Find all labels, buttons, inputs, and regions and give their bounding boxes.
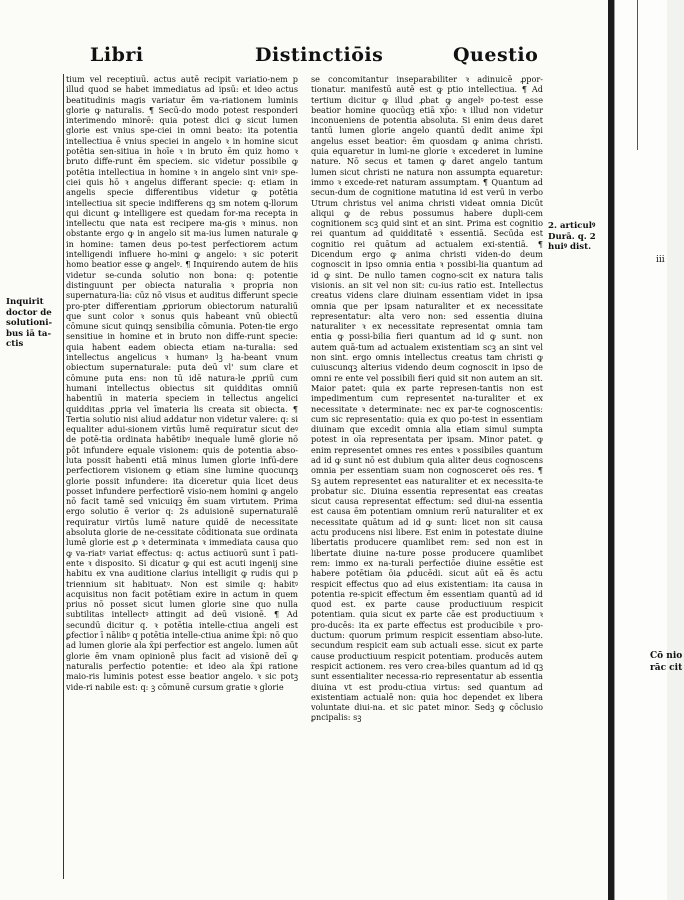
margin-note-left: Inquirit doctor de solutioni-bus iā ta-ctis xyxy=(6,297,53,349)
running-head-left: Libri xyxy=(90,44,144,66)
running-head-middle: Distinctiōis xyxy=(255,44,384,66)
adjacent-page-text: Cō nio rāc cit xyxy=(650,651,683,673)
page-edge-line xyxy=(637,0,638,150)
margin-note-right: 2. articulꝰ Durā. q. 2 huiꝰ dist. xyxy=(548,221,596,252)
left-column-text: tium vel receptiuū. actus autē recipit variatio-nem p illud quod se habet immediatus ad ipsū: et ideo actus beatitudinis magis variatur ēm va-riationem luminis glorie ꝙ naturalis. ¶ Secū-do modo potest responderi interimendo minorē: quia potest dici ꝙ sicut lumen glorie est vnius spe-ciei in omni beato: ita potentia intellectiua ē vnius speciei in angelo ꝛ in homine sicut potētia sen-sitiua in hoīe ꝛ in bruto ēm quiz homo ꝛ bruto diffe-runt ēm speciem. sic videtur possibile ꝙ potētia intellectiua in homine ꝛ in angelo sint vniꝰ spe-ciei quis hō ꝛ angelus differant specie: q: etiam in angelis specie differentibus videtur ꝙ potētia intellectiua sit specie indifferens qꝫ sm notem ꝗ-llorum qui dicunt ꝙ intelligere est quedam for-ma recepta in intellectu que nata est recipere ma-gis ꝛ minus. non obstante ergo ꝙ in angelo sit ma-ius lumen naturale ꝙ in homine: tamen deus po-test perfectiorem actum intelligendi influere ho-mini ꝙ angelo: ꝛ sic poterit homo beatior esse ꝙ angelꝰ. ¶ Inquirendo autem de hiis videtur se-cunda solutio non bona: q: potentie distinguunt per obiecta naturalia ꝛ propria non supernatura-lia: cūz nō visus et auditus differunt specie pro-pter differentiam ꝓpriorum obiectorum naturaliū que sunt color ꝛ sonus quis habeant vnū obiectū cōmune sicut quinqꝫ sensibilia cōmunia. Poten-tie ergo sensitiue in homine et in bruto non diffe-runt specie: quia habent eadem obiecta etiam na-turalia: sed intellectus angelicus ꝛ humanꝰ lꝫ ha-beant vnum obiectum supernaturale: puta deū vl' sum clare et cōmune puta ens: non tū idē natura-le ꝓpriū cum humani intellectus obiectus sit quidditas omniū habentiū in materia speciem in tellectus angelici quidditas ꝓpria vel īmateria lis creata sit obiecta. ¶ Tertia solutio nisi aliud addatur non videtur valere: q: si equaliter adui-sionem virtūs lumē requiratur sicut deꝰ de potē-tia ordinata habētibꝰ inequale lumē glorie nō pōt infundere equale visionem: quis de potentia abso-luta possit habenti etiā minus lumen glorie infū-dere perfectiorem visionem ꝙ etiam sine lumine quocunqꝫ glorie possit infundere: ita diceretur quia licet deus posset infundere perfectiorē visio-nem homini ꝙ angelo nō facit tamē sed vnicuiqꝫ ēm suam virtutem. Prima ergo solutio ē verior q: 2s aduisionē supernaturalē requiratur virtūs lumē nature quidē de necessitate absoluta glorie de ne-cessitate cōditionata sue ordinata lumē glorie est ꝓ ꝛ determinata ꝛ immediata causa quo ꝙ va-riatꝰ variat effectus: q: actus actiuorū sunt ī pati-ente ꝛ disposito. Si dicatur ꝙ qui est acuti ingenij sine habitu ex vna auditione clarius intelligit ꝙ rudis qui p triennium sit habituatꝰ. Non est simile q: habitꝰ acquisitus non facit potētiam exire in actum in quem prius nō posset sicut lumen glorie sine quo nulla subtilitas intellectꝰ attingit ad deū visionē. ¶ Ad secundū dicitur q. ꝛ potētia intelle-ctiua angeli est ꝑfectior ī nālibꝰ q potētia intelle-ctiua anime x̄pi: nō quo ad lumen glorie ala x̄pi perfectior est angelo. lumen aūt glorie ēm vnam opinionē plus facit ad visionē deī ꝙ naturalis perfectio potentie: et ideo ala x̄pi ratione maio-ris luminis potest esse beatior angelo. ꝛ sic potꝫ vide-ri nabile est: q: ꝫ cōmunē cursum gratie ꝛ glorie xyxy=(66,74,298,692)
running-head-right: Questio xyxy=(453,44,539,66)
adjacent-page-mark: iii xyxy=(656,255,665,265)
adjacent-page xyxy=(614,0,683,900)
right-column-text: se concomitantur inseparabiliter ꝛ adinuicē ꝓpor-tionatur. manifestū autē est ꝙ ptio intellectiua. ¶ Ad tertium dicitur ꝙ illud ꝓbat ꝙ angelꝰ po-test esse beatior homine quocūqꝫ etiā xp̄o: ꝛ illud non videtur inconueniens de potentia absoluta. Si enim deus daret tantū lumen glorie angelo quantū dedit anime x̄pi angelus esset beatior: ēm quosdam ꝙ anima christi. quia equaretur in lumi-ne glorie ꝛ excederet in lumine nature. Nō secus et tamen ꝙ daret angelo tantum lumen sicut christi ne natura non assumpta equaretur: immo ꝛ excede-ret naturam assumptam. ¶ Quantum ad secun-dum de cognitione matutina id est verū in verbo Utrum christus vel anima christi videat omnia Dicūt aliqui ꝙ de rebus possumus habere dupli-cem cognitionem scꝫ quid sint et an sint. Prima est cognitio rei quantum ad quidditatē ꝛ essentiā. Secūda est cognitio rei quātum ad actualem exi-stentiā. ¶ Dicendum ergo ꝙ anima christi viden-do deum cognoscit in ipso omnia entia ꝛ possibi-lia quantum ad id ꝙ sint. De nullo tamen cogno-scit ex natura talis visionis. an sit vel non sit: cu-ius ratio est. Intellectus creatus videns clare diuinam essentiam videt in ipsa omnia que per ipsam naturaliter et ex necessitate representatur: alta vero non: sed essentia diuina naturaliter ꝛ ex necessitate representat omnia tam entia ꝙ possi-bilia fieri quantum ad id ꝙ sunt. non autem quā-tum ad actualem existentiam scꝫ an sint vel non sint. ergo omnis intellectus creatus tam christi ꝙ cuiuscunqꝫ alterius videndo deum cognoscit in ipso de omni re ente vel possibili fieri quid sit non autem an sit. Maior patet: quia ex parte represen-tantis non est impedimentum cum representet na-turaliter et ex necessitate ꝛ determinate: nec ex par-te cognoscentis: cum sic representatio: quia ex quo po-test in essentiam diuinam que excedit omnia alia etiam simul sumpta potest in oīa representata per ipsam. Minor patet. ꝙ enim representet omnes res entes ꝛ possibiles quantum ad id ꝙ sunt nō est dubium quia aliter deus cognoscens omnia per essentiam suam non cognosceret oēs res. ¶ Sꝫ autem representet eas naturaliter et ex necessita-te probatur sic. Diuina essentia representat eas creatas sicut causa representat effectum: sed diui-na essentia est causa ēm potentiam omnium rerū naturaliter et ex necessitate quātum ad id ꝙ sunt: licet non sit causa actu producens nisi libere. Est enim in potestate diuine libertatis producere quamlibet rem: sed non est in libertate diuine na-ture posse producere quamlibet rem: immo ex na-turali perfectiōe diuine essētie est habere potētiam ōia ꝓducēdi. sicut aūt eā ēs actu respicit effectus quo ad eius existentiam: ita causa in potentia re-spicit effectum ēm essentiam quantū ad id quod est. ex parte cause productiuum respicit potentiam. quia sicut ex parte cāe est productiuum ꝛ pro-ducēs: ita ex parte effectus est producibile ꝛ pro-ductum: quorum primum respicit essentiam abso-lute. secundum respicit eam sub actuali esse. sicut ex parte cause productiuum respicit potentiam. producēs autem respicit actionem. res vero crea-biles quantum ad id qꝫ sunt essentialiter necessa-rio representatur ab essentia diuina vt est produ-ctiua virtus: sed quantum ad existentiam actualē non: quia hoc dependet ex libera voluntate diui-na. et sic patet minor. Sedꝫ ꝙ cōclusio ꝑncipalis: sꝫ xyxy=(311,74,543,723)
text-column-right xyxy=(311,74,543,864)
text-column-left xyxy=(63,74,298,879)
